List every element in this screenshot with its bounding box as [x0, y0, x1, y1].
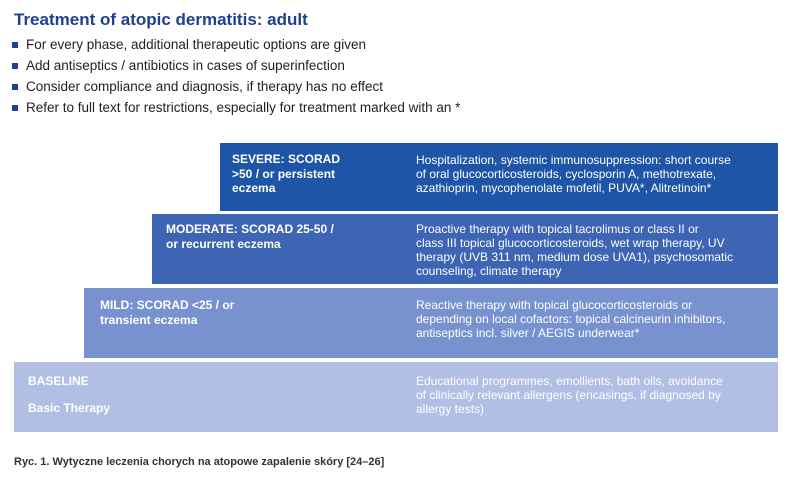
description-line: of oral glucocorticosteroids, cyclosporin A, methotrexate, [416, 167, 717, 181]
description-line: therapy (UVB 311 nm, medium dose UVA1), psychosomatic [416, 250, 734, 264]
description-line: azathioprin, mycophenolate mofetil, PUVA*, Alitretinoin* [416, 181, 712, 195]
step-moderate-label [166, 222, 334, 251]
bullet-square-icon [12, 42, 18, 48]
description-line: antiseptics incl. silver / AEGIS underwear* [416, 326, 640, 340]
step-moderate [152, 214, 778, 284]
note-text: For every phase, additional therapeutic options are given [26, 37, 366, 52]
description-line: allergy tests) [416, 402, 485, 416]
label-line: >50 / or persistent [232, 166, 336, 181]
description-line: class III topical glucocorticosteroids, wet wrap therapy, UV [416, 236, 725, 250]
label-line: BASELINE [28, 374, 89, 388]
step-baseline-description [416, 374, 776, 416]
step-mild [84, 288, 778, 358]
step-severe-description [416, 153, 776, 195]
figure-caption: Ryc. 1. Wytyczne leczenia chorych na atopowe zapalenie skóry [24–26] [14, 456, 385, 468]
label-line: or recurrent eczema [166, 236, 281, 251]
step-mild-description [416, 298, 776, 340]
note-text: Refer to full text for restrictions, especially for treatment marked with an * [26, 100, 461, 115]
label-line: eczema [232, 181, 276, 195]
description-line: Educational programmes, emollients, bath oils, avoidance [416, 374, 723, 388]
step-severe [220, 143, 778, 211]
notes-list [12, 34, 460, 118]
bullet-square-icon [12, 105, 18, 111]
description-line: depending on local cofactors: topical calcineurin inhibitors, [416, 312, 726, 326]
description-line: Reactive therapy with topical glucocorticosteroids or [416, 298, 693, 312]
description-line: counseling, climate therapy [416, 264, 562, 278]
label-line: MODERATE: SCORAD 25-50 / [166, 222, 334, 236]
label-line: transient eczema [100, 312, 198, 327]
step-severe-label [232, 152, 340, 196]
step-mild-label [100, 298, 234, 327]
note-item [12, 34, 460, 55]
description-line: Hospitalization, systemic immunosuppression: short course [416, 153, 731, 167]
note-item [12, 76, 460, 97]
description-line: Proactive therapy with topical tacrolimus or class II or [416, 222, 699, 236]
bullet-square-icon [12, 63, 18, 69]
diagram-title: Treatment of atopic dermatitis: adult [14, 10, 308, 29]
step-baseline [14, 362, 778, 432]
note-item [12, 55, 460, 76]
step-baseline-label [28, 374, 89, 389]
note-text: Add antiseptics / antibiotics in cases of superinfection [26, 58, 345, 73]
description-line: of clinically relevant allergens (encasings, if diagnosed by [416, 388, 721, 402]
bullet-square-icon [12, 84, 18, 90]
step-moderate-description [416, 222, 776, 278]
step-baseline-sublabel [28, 401, 110, 416]
label-line: SEVERE: SCORAD [232, 152, 341, 166]
note-text: Consider compliance and diagnosis, if therapy has no effect [26, 79, 383, 94]
label-line: MILD: SCORAD <25 / or [100, 298, 235, 312]
label-line: Basic Therapy [28, 401, 111, 415]
note-item [12, 97, 460, 118]
